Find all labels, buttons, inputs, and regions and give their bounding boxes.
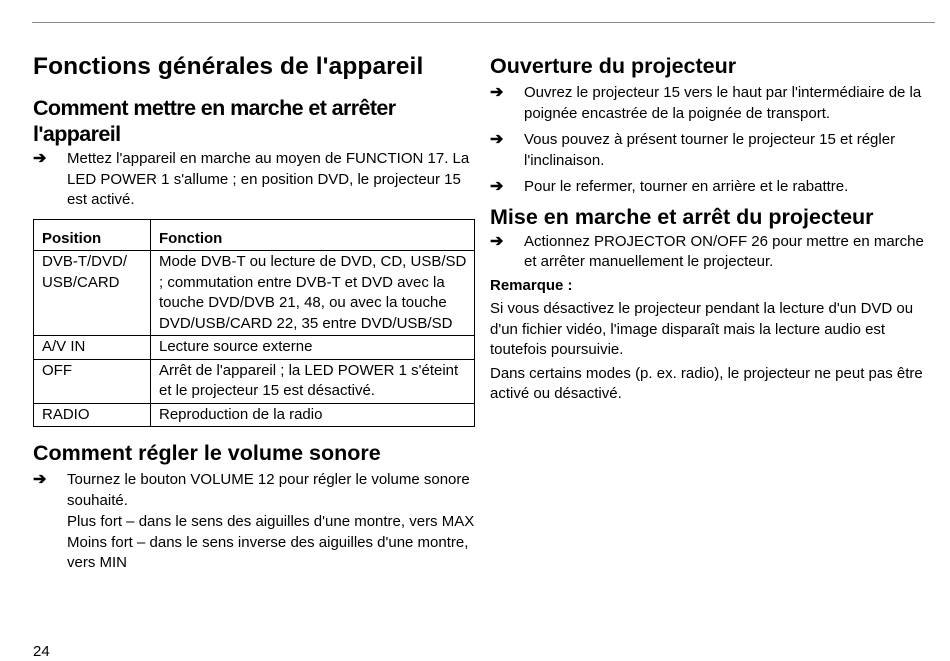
arrow-right-icon: ➔ xyxy=(490,232,504,250)
page-number: 24 xyxy=(33,643,50,660)
bullet-text: Mettez l'appareil en marche au moyen de FUNCTION 17. La LED POWER 1 s'allume ; en position DVD, le projecteur 15 est activé. xyxy=(67,150,470,208)
table-row xyxy=(34,359,475,403)
section-heading-projector-power: Mise en marche et arrêt du projecteur xyxy=(490,204,874,229)
bullet-text: Tournez le bouton VOLUME 12 pour régler le volume sonore souhaité. xyxy=(67,471,470,509)
volume-softer-text: Moins fort – dans le sens inverse des aiguilles d'une montre, vers MIN xyxy=(67,533,469,571)
arrow-right-icon: ➔ xyxy=(490,178,504,195)
section-heading-projector-open: Ouverture du projecteur xyxy=(490,54,737,78)
table-cell-position: RADIO xyxy=(34,403,151,427)
section-heading-power: Comment mettre en marche et arrêter l'appareil xyxy=(33,96,396,146)
bullet-rotate-projector xyxy=(490,130,935,171)
table-cell-position: A/V IN xyxy=(34,336,151,360)
bullet-projector-onoff xyxy=(490,232,935,273)
section-heading-volume: Comment régler le volume sonore xyxy=(33,441,381,465)
arrow-right-icon: ➔ xyxy=(490,131,504,148)
left-column xyxy=(33,50,475,574)
bullet-text: Actionnez PROJECTOR ON/OFF 26 pour mettre en marche et arrêter manuellement le projecteur. xyxy=(524,232,924,270)
table-header-position: Position xyxy=(34,219,151,251)
arrow-right-icon: ➔ xyxy=(33,471,47,488)
table-cell-position: OFF xyxy=(34,359,151,403)
bullet-close-projector xyxy=(490,177,935,198)
function-table xyxy=(33,219,475,428)
bullet-power-on xyxy=(33,149,475,211)
arrow-right-icon: ➔ xyxy=(490,84,504,101)
bullet-text: Pour le refermer, tourner en arrière et le rabattre. xyxy=(524,178,849,195)
table-cell-function: Reproduction de la radio xyxy=(151,403,475,427)
bullet-text: Ouvrez le projecteur 15 vers le haut par l'intermédiaire de la poignée encastrée de la poignée de transport. xyxy=(524,84,922,122)
table-row xyxy=(34,403,475,427)
note-paragraph: Si vous désactivez le projecteur pendant la lecture d'un DVD ou d'un fichier vidéo, l'image disparaît mais la lecture audio est toutefois poursuivie. xyxy=(490,300,914,358)
right-column xyxy=(490,50,935,405)
table-row xyxy=(34,251,475,336)
table-cell-function: Mode DVB-T ou lecture de DVD, CD, USB/SD ; commutation entre DVB-T et DVD avec la touche DVD/DVB 21, 48, ou avec la touche DVD/USB/CARD 22, 35 entre DVD/USB/SD xyxy=(151,251,475,336)
bullet-open-projector xyxy=(490,83,935,124)
top-rule xyxy=(32,22,935,23)
note-label: Remarque : xyxy=(490,276,573,294)
note-paragraph: Dans certains modes (p. ex. radio), le projecteur ne peut pas être activé ou désactivé. xyxy=(490,364,923,402)
arrow-right-icon: ➔ xyxy=(33,150,47,167)
table-header-function: Fonction xyxy=(151,219,475,251)
bullet-text: Vous pouvez à présent tourner le projecteur 15 et régler l'inclinaison. xyxy=(524,131,896,169)
table-header-row xyxy=(34,219,475,251)
page-title: Fonctions générales de l'appareil xyxy=(33,53,424,80)
volume-louder-text: Plus fort – dans le sens des aiguilles d'une montre, vers MAX xyxy=(67,513,475,530)
table-row xyxy=(34,336,475,360)
table-cell-function: Lecture source externe xyxy=(151,336,475,360)
table-cell-position: DVB-T/DVD/ USB/CARD xyxy=(34,251,151,336)
bullet-volume xyxy=(33,470,475,511)
table-cell-function: Arrêt de l'appareil ; la LED POWER 1 s'éteint et le projecteur 15 est désactivé. xyxy=(151,359,475,403)
